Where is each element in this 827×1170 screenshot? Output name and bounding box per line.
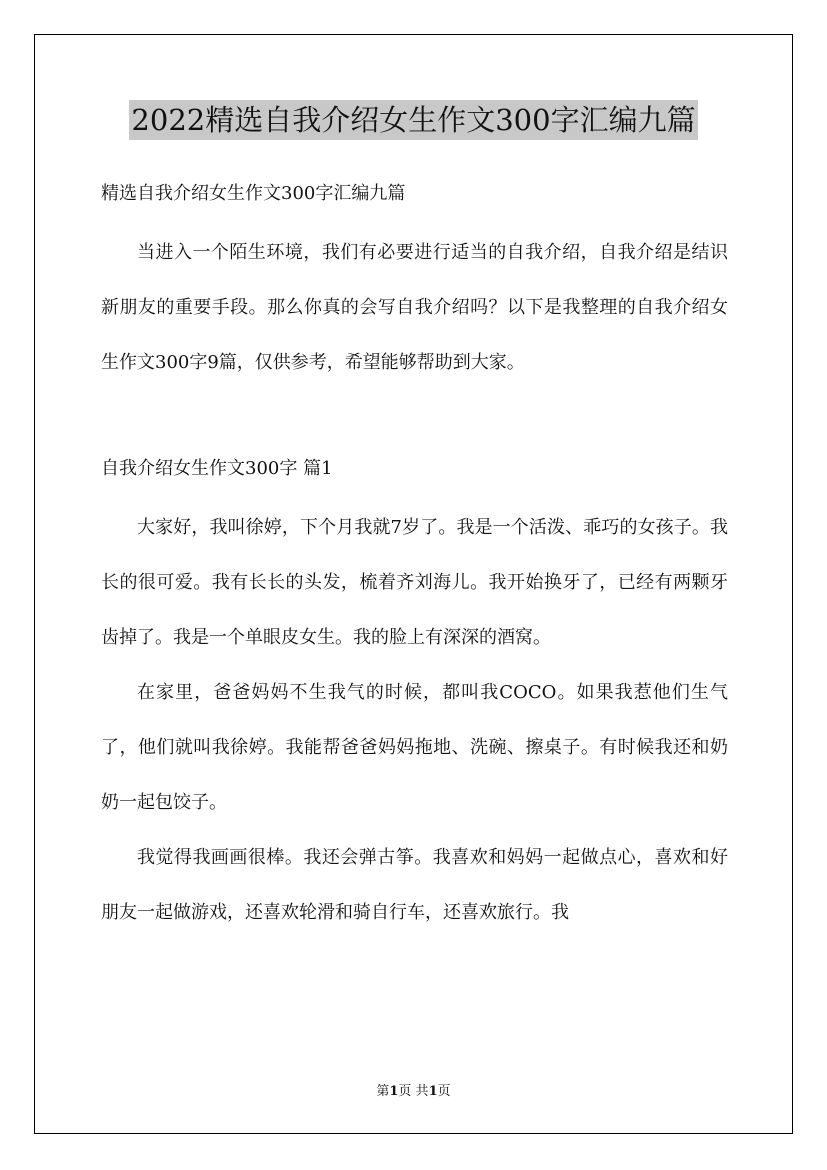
title-container: [0, 100, 827, 140]
page-footer: [0, 1082, 827, 1102]
page-total-number: 1: [428, 1084, 438, 1099]
body-paragraph: 在家里，爸爸妈妈不生我气的时候，都叫我COCO。如果我惹他们生气了，他们就叫我徐婷。我能帮爸爸妈妈拖地、洗碗、擦桌子。有时候我还和奶奶一起包饺子。: [101, 682, 728, 813]
spacer: [101, 390, 728, 451]
intro-paragraph: 当进入一个陌生环境，我们有必要进行适当的自我介绍，自我介绍是结识新朋友的重要手段。那么你真的会写自我介绍吗？以下是我整理的自我介绍女生作文300字9篇，仅供参考，希望能够帮助到大家。: [101, 242, 728, 373]
page-label-prefix: 第: [376, 1084, 390, 1099]
page-current-number: 1: [389, 1084, 399, 1099]
spacer: [101, 212, 728, 225]
document-title: 2022精选自我介绍女生作文300字汇编九篇: [129, 100, 697, 140]
document-subtitle: 精选自我介绍女生作文300字汇编九篇: [101, 183, 406, 204]
body-paragraph: 大家好，我叫徐婷，下个月我就7岁了。我是一个活泼、乖巧的女孩子。我长的很可爱。我有长长的头发，梳着齐刘海儿。我开始换牙了，已经有两颗牙齿掉了。我是一个单眼皮女生。我的脸上有深深的酒窝。: [101, 517, 728, 648]
page-label-mid: 页 共: [398, 1084, 429, 1099]
section-heading: 自我介绍女生作文300字 篇1: [101, 458, 333, 479]
body-paragraph: 我觉得我画画很棒。我还会弹古筝。我喜欢和妈妈一起做点心，喜欢和好朋友一起做游戏，还喜欢轮滑和骑自行车，还喜欢旅行。我: [101, 847, 728, 923]
document-body: [101, 176, 728, 940]
page-label-suffix: 页: [437, 1084, 451, 1099]
spacer: [101, 487, 728, 500]
